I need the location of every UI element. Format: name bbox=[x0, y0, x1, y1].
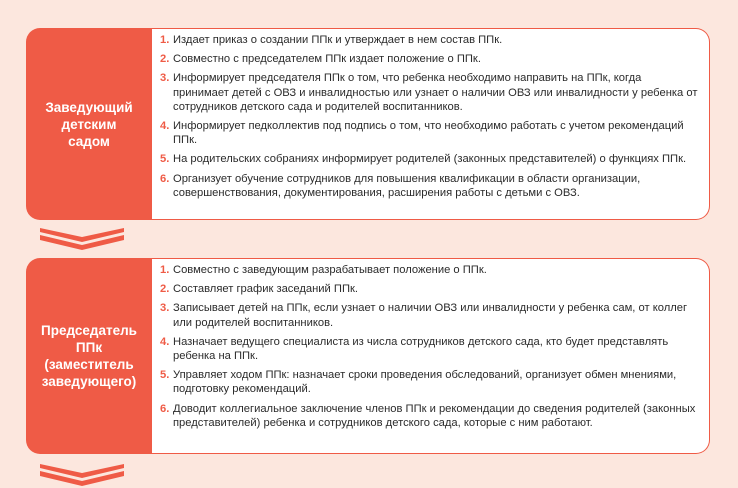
list-item bbox=[160, 368, 699, 396]
role-head-of-kindergarten bbox=[26, 28, 152, 220]
item-text: На родительских собраниях информирует родителей (законных представителей) о функциях ППк. bbox=[173, 153, 687, 166]
list-item bbox=[160, 152, 699, 166]
list-item bbox=[160, 33, 699, 47]
list-item bbox=[160, 71, 699, 114]
list-item bbox=[160, 263, 699, 277]
item-text: Назначает ведущего специалиста из числа сотрудников детского сада, кто будет представлять ребенка на ППк. bbox=[173, 335, 669, 363]
list-item bbox=[160, 301, 699, 329]
item-number: 4. bbox=[160, 335, 170, 348]
item-number: 4. bbox=[160, 120, 170, 133]
item-text: Организует обучение сотрудников для повышения квалификации в области организации, совершенствования, документирования, расширения работы с детьми с ОВЗ. bbox=[173, 172, 641, 199]
item-number: 1. bbox=[160, 34, 170, 46]
role-label: Председатель ППк (заместитель заведующего) bbox=[41, 323, 137, 389]
item-number: 2. bbox=[160, 283, 170, 296]
item-number: 1. bbox=[160, 264, 170, 276]
item-text: Информирует председателя ППк о том, что ребенка необходимо направить на ППк, когда принимает детей с ОВЗ и инвалидностью или узнает о наличии ОВЗ или инвалидности у ребенка от сотрудников детского сада и родителей воспитанников. bbox=[173, 72, 698, 113]
role-ppk-chairman bbox=[26, 258, 152, 454]
chevron-down-icon bbox=[40, 464, 124, 486]
item-number: 6. bbox=[160, 402, 170, 415]
list-item bbox=[160, 52, 699, 66]
item-number: 6. bbox=[160, 172, 170, 185]
item-text: Издает приказ о создании ППк и утверждает в нем состав ППк. bbox=[173, 34, 503, 46]
item-text: Управляет ходом ППк: назначает сроки проведения обследований, организует обмен мнениями, подготовку рекомендаций. bbox=[173, 369, 677, 396]
item-number: 3. bbox=[160, 302, 170, 315]
list-item bbox=[160, 335, 699, 363]
list-item bbox=[160, 172, 699, 200]
role-label: Заведующий детским садом bbox=[45, 99, 133, 149]
item-text: Составляет график заседаний ППк. bbox=[173, 283, 358, 296]
item-text: Совместно с заведующим разрабатывает положение о ППк. bbox=[173, 264, 487, 276]
duties-card-head bbox=[152, 28, 710, 220]
item-number: 3. bbox=[160, 72, 170, 85]
list-item bbox=[160, 402, 699, 430]
duties-card-chairman bbox=[152, 258, 710, 454]
item-text: Доводит коллегиальное заключение членов ППк и рекомендации до сведения родителей (законных представителей) ребенка и сотрудников детского сада, которые с ним работают. bbox=[173, 402, 696, 429]
item-text: Информирует педколлектив под подпись о том, что необходимо работать с учетом рекомендаций ППк. bbox=[173, 120, 684, 147]
item-number: 2. bbox=[160, 53, 170, 66]
list-item bbox=[160, 282, 699, 296]
chevron-down-icon bbox=[40, 228, 124, 250]
item-number: 5. bbox=[160, 369, 170, 382]
list-item bbox=[160, 119, 699, 147]
item-number: 5. bbox=[160, 153, 170, 166]
item-text: Совместно с председателем ППк издает положение о ППк. bbox=[173, 53, 481, 66]
item-text: Записывает детей на ППк, если узнает о наличии ОВЗ или инвалидности у ребенка сам, от коллег или родителей воспитанников. bbox=[173, 302, 688, 329]
